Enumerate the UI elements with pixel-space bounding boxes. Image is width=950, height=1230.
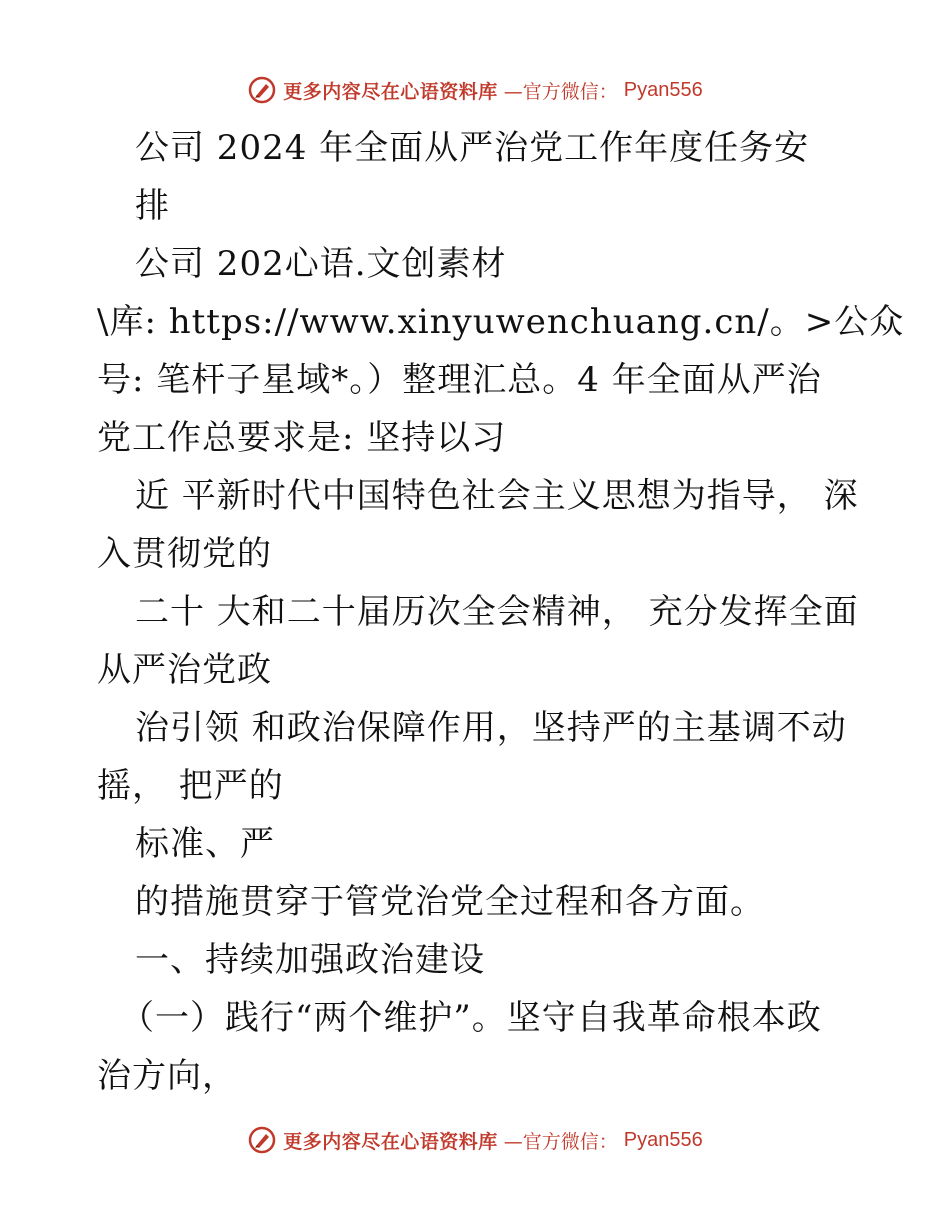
title-line-1: 公司 2024 年全面从严治党工作年度任务安	[135, 128, 810, 168]
title-line-2: 排	[135, 186, 170, 226]
watermark-banner-top	[0, 70, 950, 110]
watermark-separator: —官方微信：	[503, 80, 618, 103]
section-heading: 一、持续加强政治建设	[135, 940, 485, 980]
body-line: 标准、严	[135, 824, 275, 864]
watermark-wechat-id: Pyan556	[623, 1128, 703, 1151]
pen-logo-icon	[247, 75, 277, 105]
body-line: 二十 大和二十届历次全会精神， 充分发挥全面	[135, 592, 859, 632]
body-line: 号: 笔杆子星域*。）整理汇总。4 年全面从严治	[97, 360, 822, 400]
watermark-text: 更多内容尽在心语资料库	[283, 1130, 498, 1153]
body-line: 摇， 把严的	[97, 766, 284, 806]
body-line: 近 平新时代中国特色社会主义思想为指导， 深	[135, 476, 859, 516]
watermark-separator: —官方微信：	[503, 1130, 618, 1153]
body-line: \库: https://www.xinyuwenchuang.cn/。>公众	[97, 302, 905, 342]
body-line: 公司 202心语.文创素材	[135, 244, 507, 284]
body-line: 入贯彻党的	[97, 534, 272, 574]
pen-logo-icon	[247, 1125, 277, 1155]
subsection-heading: （一）践行“两个维护”。坚守自我革命根本政	[120, 998, 822, 1038]
body-line: 党工作总要求是: 坚持以习	[97, 418, 507, 458]
body-line: 治引领 和政治保障作用，坚持严的主基调不动	[135, 708, 847, 748]
body-line: 从严治党政	[97, 650, 272, 690]
watermark-text: 更多内容尽在心语资料库	[283, 80, 498, 103]
body-line: 的措施贯穿于管党治党全过程和各方面。	[135, 882, 765, 922]
watermark-wechat-id: Pyan556	[623, 78, 703, 101]
watermark-banner-bottom	[0, 1120, 950, 1160]
body-line: 治方向，	[97, 1056, 237, 1096]
